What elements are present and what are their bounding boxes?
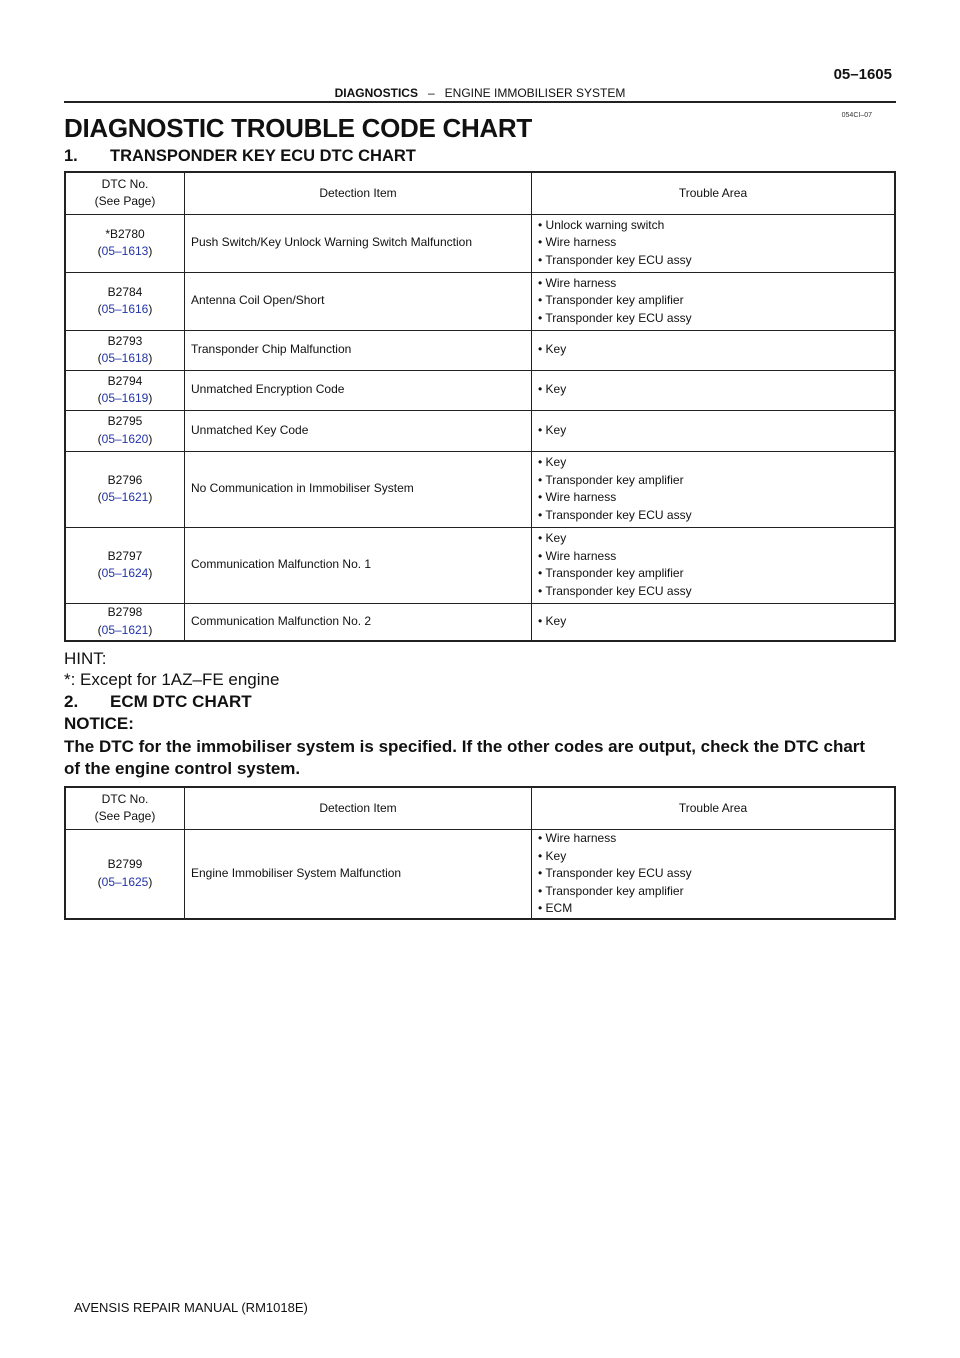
section2-title: ECM DTC CHART bbox=[110, 692, 252, 711]
trouble-area-item: • Transponder key ECU assy bbox=[538, 252, 692, 267]
section1-title: TRANSPONDER KEY ECU DTC CHART bbox=[110, 147, 416, 165]
dtc-cell: B2784 (05–1616) bbox=[65, 272, 185, 330]
trouble-area-item: • Transponder key ECU assy bbox=[538, 583, 692, 598]
trouble-area-cell bbox=[532, 370, 896, 410]
page-reference-link[interactable]: 05–1621 bbox=[101, 622, 149, 637]
dtc-code: B2797 bbox=[107, 548, 143, 563]
detection-item-cell: Unmatched Key Code bbox=[185, 410, 532, 451]
transponder-dtc-table bbox=[64, 171, 896, 642]
table-row bbox=[65, 527, 895, 603]
notice-line-2: of the engine control system. bbox=[64, 759, 301, 778]
detection-item-cell: No Communication in Immobiliser System bbox=[185, 451, 532, 527]
table-row bbox=[65, 603, 895, 641]
table-header-row bbox=[65, 172, 895, 214]
section1-number: 1. bbox=[64, 147, 78, 165]
trouble-area-cell bbox=[532, 829, 896, 919]
page-reference-link[interactable]: 05–1613 bbox=[101, 244, 149, 258]
trouble-area-item: • Transponder key amplifier bbox=[538, 883, 684, 898]
detection-item-cell: Unmatched Encryption Code bbox=[185, 370, 532, 410]
dtc-cell: B2795 (05–1620) bbox=[65, 410, 185, 451]
trouble-area-item: • Key bbox=[538, 455, 567, 469]
trouble-area-cell bbox=[532, 272, 896, 330]
trouble-area-item: • Transponder key amplifier bbox=[538, 293, 684, 308]
trouble-area-item: • Transponder key amplifier bbox=[538, 472, 684, 487]
dtc-code: B2795 bbox=[107, 414, 143, 428]
dtc-cell: B2793 (05–1618) bbox=[65, 330, 185, 370]
detection-item-cell: Antenna Coil Open/Short bbox=[185, 272, 532, 330]
trouble-area-item: • Unlock warning switch bbox=[538, 217, 665, 232]
trouble-area-item: • Wire harness bbox=[538, 831, 617, 845]
section2-heading bbox=[64, 692, 252, 712]
running-header bbox=[0, 86, 960, 100]
page-reference-link[interactable]: 05–1618 bbox=[101, 351, 149, 365]
hint-label: HINT: bbox=[64, 649, 107, 668]
page-reference-link[interactable]: 05–1616 bbox=[101, 302, 149, 316]
trouble-area-cell bbox=[532, 214, 896, 272]
trouble-area-item: • Key bbox=[538, 342, 567, 357]
header-rule bbox=[64, 101, 896, 103]
trouble-area-item: • Transponder key amplifier bbox=[538, 566, 684, 580]
dtc-cell: *B2780 (05–1613) bbox=[65, 214, 185, 272]
dtc-code: B2794 bbox=[107, 373, 143, 388]
header-dtc-no: DTC No. (See Page) bbox=[65, 172, 185, 214]
trouble-area-cell bbox=[532, 527, 896, 603]
trouble-area-item: • ECM bbox=[538, 901, 573, 915]
detection-item-cell: Engine Immobiliser System Malfunction bbox=[185, 829, 532, 919]
footer-manual-title: AVENSIS REPAIR MANUAL (RM1018E) bbox=[74, 1300, 308, 1315]
dtc-code: B2798 bbox=[107, 605, 143, 620]
table-row bbox=[65, 330, 895, 370]
dtc-code: B2784 bbox=[107, 284, 143, 299]
table-row bbox=[65, 370, 895, 410]
trouble-area-cell bbox=[532, 410, 896, 451]
trouble-area-cell bbox=[532, 603, 896, 641]
dtc-cell: B2797 (05–1624) bbox=[65, 527, 185, 603]
detection-item-cell: Push Switch/Key Unlock Warning Switch Malfunction bbox=[185, 214, 532, 272]
header-section: DIAGNOSTICS bbox=[334, 86, 418, 100]
table-row bbox=[65, 272, 895, 330]
header-detection-item: Detection Item bbox=[185, 787, 532, 829]
hint-text: *: Except for 1AZ–FE engine bbox=[64, 670, 280, 689]
section1-heading bbox=[64, 147, 416, 166]
header-subsection: ENGINE IMMOBILISER SYSTEM bbox=[444, 86, 626, 100]
notice-label: NOTICE: bbox=[64, 714, 134, 733]
trouble-area-item: • Wire harness bbox=[538, 548, 617, 563]
page-reference-link[interactable]: 05–1620 bbox=[101, 431, 149, 446]
notice-line-1: The DTC for the immobiliser system is specified. If the other codes are output, check the DTC chart bbox=[64, 737, 866, 756]
dtc-cell: B2799 (05–1625) bbox=[65, 829, 185, 919]
page-reference-link[interactable]: 05–1624 bbox=[101, 566, 149, 580]
page-reference-link[interactable]: 05–1625 bbox=[101, 874, 149, 889]
trouble-area-item: • Transponder key ECU assy bbox=[538, 507, 692, 522]
trouble-area-item: • Key bbox=[538, 382, 567, 397]
doc-code: 054CI–07 bbox=[841, 112, 872, 119]
page-reference-link[interactable]: 05–1619 bbox=[101, 391, 149, 405]
detection-item-cell: Communication Malfunction No. 1 bbox=[185, 527, 532, 603]
trouble-area-cell bbox=[532, 451, 896, 527]
table-header-row bbox=[65, 787, 895, 829]
trouble-area-item: • Key bbox=[538, 531, 567, 545]
table-row bbox=[65, 451, 895, 527]
dtc-code: B2793 bbox=[107, 333, 143, 348]
trouble-area-item: • Key bbox=[538, 848, 567, 863]
detection-item-cell: Communication Malfunction No. 2 bbox=[185, 603, 532, 641]
dtc-code: *B2780 bbox=[105, 226, 145, 241]
trouble-area-item: • Key bbox=[538, 614, 567, 628]
header-trouble-area: Trouble Area bbox=[532, 787, 896, 829]
header-detection-item: Detection Item bbox=[185, 172, 532, 214]
trouble-area-item: • Key bbox=[538, 422, 567, 437]
table-row bbox=[65, 829, 895, 919]
section2-number: 2. bbox=[64, 692, 79, 711]
table-row bbox=[65, 214, 895, 272]
page-title: DIAGNOSTIC TROUBLE CODE CHART bbox=[64, 113, 532, 143]
header-dtc-no: DTC No. (See Page) bbox=[65, 787, 185, 829]
ecm-dtc-table bbox=[64, 786, 896, 920]
trouble-area-item: • Wire harness bbox=[538, 275, 617, 290]
dtc-cell: B2796 (05–1621) bbox=[65, 451, 185, 527]
trouble-area-cell bbox=[532, 330, 896, 370]
trouble-area-item: • Wire harness bbox=[538, 490, 617, 504]
header-dash: – bbox=[427, 86, 435, 100]
dtc-cell: B2798 (05–1621) bbox=[65, 603, 185, 641]
trouble-area-item: • Transponder key ECU assy bbox=[538, 866, 692, 880]
trouble-area-item: • Wire harness bbox=[538, 235, 617, 250]
dtc-code: B2796 bbox=[107, 472, 143, 487]
page-reference-link[interactable]: 05–1621 bbox=[101, 490, 149, 504]
trouble-area-item: • Transponder key ECU assy bbox=[538, 310, 692, 325]
dtc-cell: B2794 (05–1619) bbox=[65, 370, 185, 410]
table-row bbox=[65, 410, 895, 451]
header-trouble-area: Trouble Area bbox=[532, 172, 896, 214]
dtc-code: B2799 bbox=[107, 857, 143, 872]
page-number: 05–1605 bbox=[833, 66, 892, 83]
detection-item-cell: Transponder Chip Malfunction bbox=[185, 330, 532, 370]
